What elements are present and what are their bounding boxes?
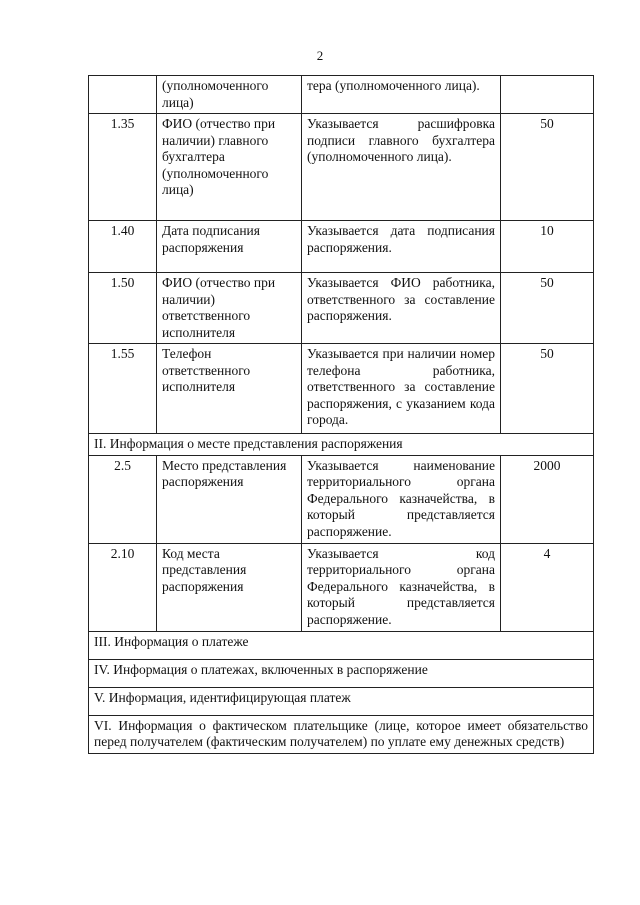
page-number: 2 (316, 48, 324, 63)
row-description: Указывается дата подписания распоряжения. (302, 221, 501, 273)
row-number: 2.5 (89, 455, 157, 543)
section-heading: V. Информация, идентифицирующая платеж (89, 687, 594, 715)
section-heading: II. Информация о месте представления распоряжения (89, 434, 594, 456)
table-row (89, 344, 594, 434)
row-description: Указывается ФИО работника, ответственного за составление распоряжения. (302, 273, 501, 344)
row-length (501, 76, 594, 114)
row-length: 10 (501, 221, 594, 273)
row-description: Указывается расшифровка подписи главного бухгалтера (уполномоченного лица). (302, 114, 501, 221)
table-row (89, 543, 594, 631)
row-number: 1.55 (89, 344, 157, 434)
table-row (89, 455, 594, 543)
row-number: 1.40 (89, 221, 157, 273)
row-name: Дата подписания распоряжения (157, 221, 302, 273)
row-description: Указывается наименование территориального органа Федерального казначейства, в который представляется распоряжение. (302, 455, 501, 543)
row-length: 4 (501, 543, 594, 631)
row-name: ФИО (отчество при наличии) главного бухгалтера (уполномоченного лица) (157, 114, 302, 221)
section-row (89, 434, 594, 456)
row-name: ФИО (отчество при наличии) ответственного исполнителя (157, 273, 302, 344)
row-number: 2.10 (89, 543, 157, 631)
section-heading: III. Информация о платеже (89, 631, 594, 659)
row-length: 50 (501, 344, 594, 434)
row-description: Указывается код территориального органа Федерального казначейства, в который представляется распоряжение. (302, 543, 501, 631)
section-row (89, 631, 594, 659)
row-description: Указывается при наличии номер телефона работника, ответственного за составление распоряжения, с указанием кода города. (302, 344, 501, 434)
section-heading: VI. Информация о фактическом плательщике (лице, которое имеет обязательство перед получателем (фактическим получателем) по уплате ему денежных средств) (89, 715, 594, 753)
row-name: Телефон ответственного исполнителя (157, 344, 302, 434)
row-name: Место представления распоряжения (157, 455, 302, 543)
row-number: 1.50 (89, 273, 157, 344)
requisites-table (88, 75, 594, 754)
row-number (89, 76, 157, 114)
row-length: 50 (501, 273, 594, 344)
table-row (89, 221, 594, 273)
row-length: 2000 (501, 455, 594, 543)
row-number: 1.35 (89, 114, 157, 221)
row-length: 50 (501, 114, 594, 221)
section-row (89, 687, 594, 715)
row-name: (уполномоченного лица) (157, 76, 302, 114)
table-row (89, 273, 594, 344)
section-row (89, 715, 594, 753)
row-description: тера (уполномоченного лица). (302, 76, 501, 114)
table-row (89, 114, 594, 221)
table-row (89, 76, 594, 114)
row-name: Код места представления распоряжения (157, 543, 302, 631)
section-heading: IV. Информация о платежах, включенных в распоряжение (89, 659, 594, 687)
section-row (89, 659, 594, 687)
